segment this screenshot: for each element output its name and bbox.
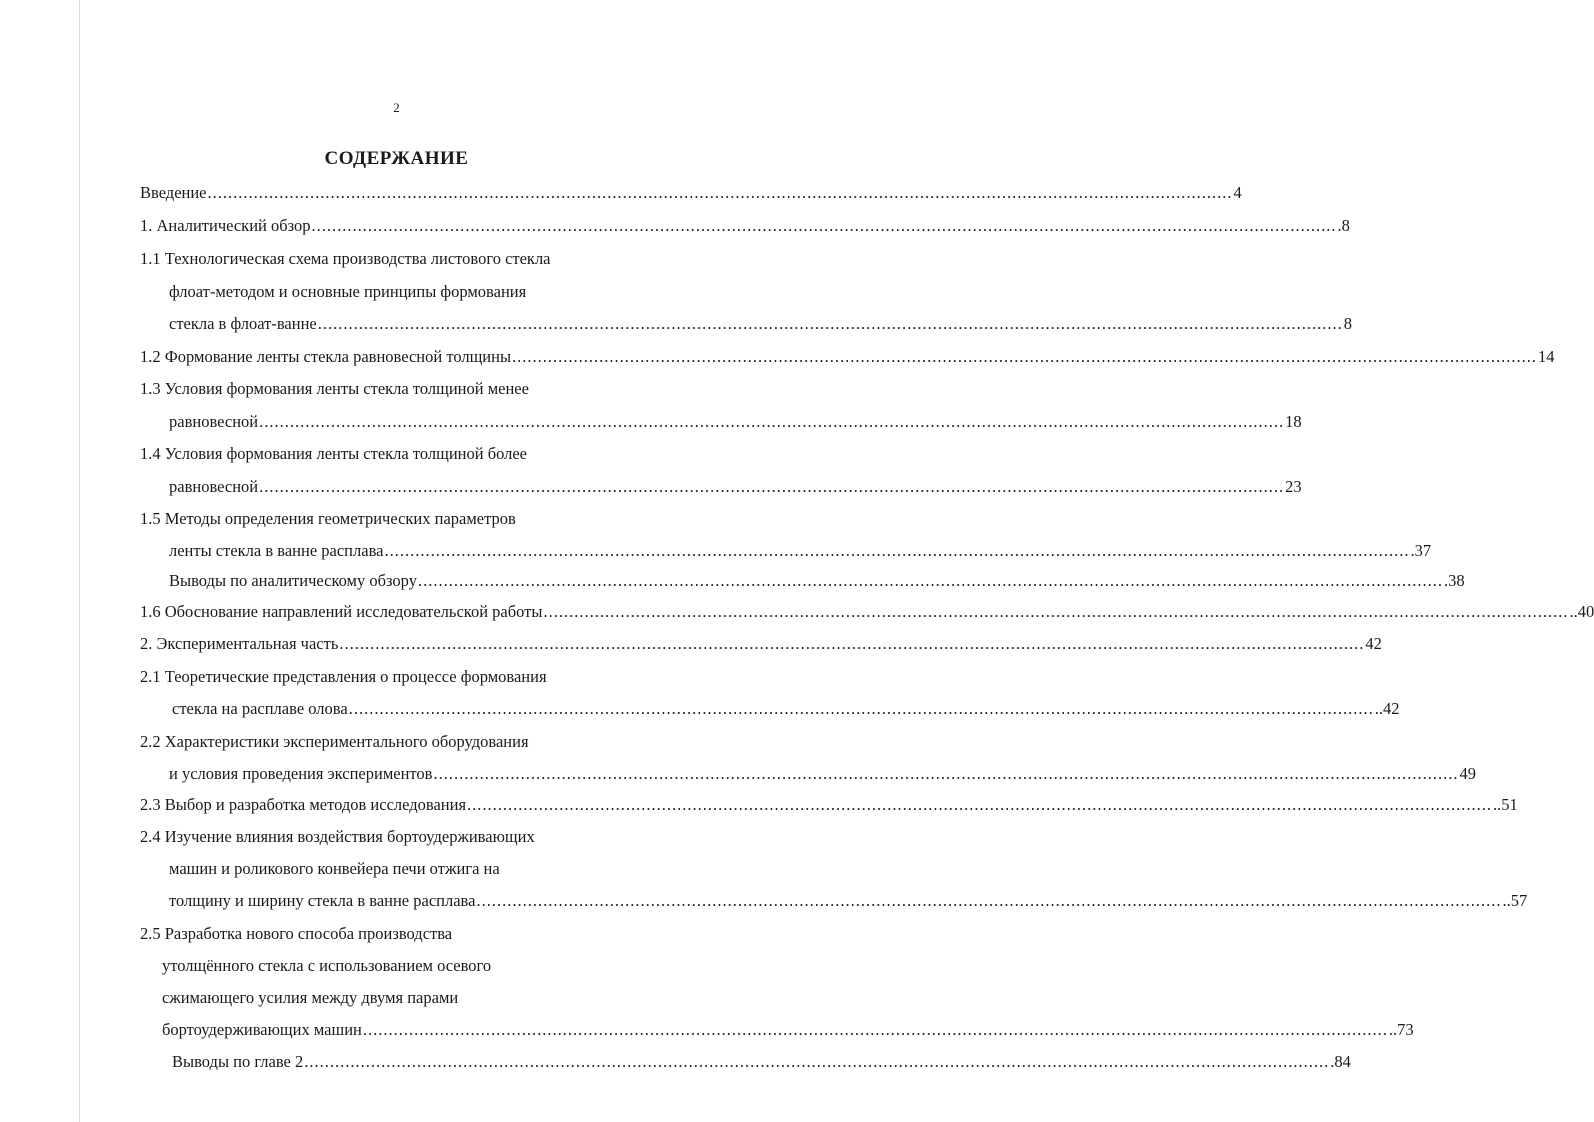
toc-entry-1-6[interactable] [140, 601, 1594, 623]
toc-entry-2[interactable] [140, 633, 1382, 655]
toc-entry-1-4-line-2[interactable] [169, 476, 1302, 498]
toc-entry-introduction[interactable] [140, 182, 1242, 204]
toc-entry-1-5-line-2[interactable] [169, 540, 1432, 562]
toc-entry-2-4-line-1[interactable]: 2.4 Изучение влияния воздействия бортоудерживающих [140, 827, 535, 846]
toc-entry-1[interactable] [140, 215, 1350, 237]
toc-entry-label: толщину и ширину стекла в ванне расплава [169, 891, 476, 910]
toc-entry-page: 8 [1343, 314, 1352, 333]
toc-dot-leader: ........................................................................................................................................................................................................ [207, 183, 1233, 202]
toc-entry-label: ленты стекла в ванне расплава [169, 541, 384, 560]
toc-dot-leader: ........................................................................................................................................................................................................ [304, 1052, 1330, 1071]
toc-entry-page: 49 [1459, 764, 1476, 783]
toc-dot-leader: ........................................................................................................................................................................................................ [476, 891, 1502, 910]
toc-dot-leader: ........................................................................................................................................................................................................ [512, 347, 1538, 366]
toc-entry-page: ..42 [1374, 699, 1400, 718]
toc-entry-2-5-line-1[interactable]: 2.5 Разработка нового способа производства [140, 924, 453, 943]
toc-entry-label: Введение [140, 183, 207, 202]
toc-dot-leader: ........................................................................................................................................................................................................ [362, 1020, 1388, 1039]
toc-entry-2-5-line-3[interactable]: сжимающего усилия между двумя парами [162, 988, 459, 1007]
toc-entry-2-1-line-1[interactable]: 2.1 Теоретические представления о процессе формования [140, 667, 547, 686]
page-title: СОДЕРЖАНИЕ [324, 148, 469, 169]
toc-dot-leader: ........................................................................................................................................................................................................ [339, 634, 1365, 653]
toc-entry-label: бортоудерживающих машин [162, 1020, 362, 1039]
toc-entry-page: ..73 [1388, 1020, 1414, 1039]
toc-entry-1-3-line-2[interactable] [169, 411, 1302, 433]
toc-entry-2-2-line-2[interactable] [169, 763, 1476, 785]
toc-entry-label: Выводы по аналитическому обзору [169, 571, 417, 590]
toc-entry-1-3-line-1[interactable]: 1.3 Условия формования ленты стекла толщиной менее [140, 379, 529, 398]
toc-entry-2-5-line-4[interactable] [162, 1019, 1414, 1041]
toc-entry-label: равновесной [169, 412, 259, 431]
toc-entry-2-3[interactable] [140, 794, 1518, 816]
toc-dot-leader: ........................................................................................................................................................................................................ [543, 602, 1569, 621]
toc-entry-2-5-line-2[interactable]: утолщённого стекла с использованием осевого [162, 956, 492, 975]
toc-entry-conclusions-2[interactable] [172, 1051, 1351, 1073]
toc-entry-page: .37 [1410, 541, 1432, 560]
toc-entry-1-1-line-2[interactable]: флоат-методом и основные принципы формования [169, 282, 527, 301]
toc-entry-label: стекла в флоат-ванне [169, 314, 317, 333]
toc-entry-1-4-line-1[interactable]: 1.4 Условия формования ленты стекла толщиной более [140, 444, 528, 463]
toc-entry-label: 1.2 Формование ленты стекла равновесной толщины [140, 347, 512, 366]
toc-entry-page: ..57 [1502, 891, 1528, 910]
toc-entry-label: равновесной [169, 477, 259, 496]
toc-entry-conclusions-1[interactable] [169, 570, 1465, 592]
toc-entry-label: Выводы по главе 2 [172, 1052, 304, 1071]
toc-entry-label: 1.6 Обоснование направлений исследовательской работы [140, 602, 543, 621]
toc-entry-2-1-line-2[interactable] [172, 698, 1400, 720]
toc-entry-page: 4 [1233, 183, 1242, 202]
toc-dot-leader: ........................................................................................................................................................................................................ [348, 699, 1374, 718]
toc-dot-leader: ........................................................................................................................................................................................................ [433, 764, 1459, 783]
toc-dot-leader: ........................................................................................................................................................................................................ [384, 541, 1410, 560]
toc-entry-1-1-line-1[interactable]: 1.1 Технологическая схема производства листового стекла [140, 249, 551, 268]
toc-entry-2-4-line-2[interactable]: машин и роликового конвейера печи отжига на [169, 859, 500, 878]
toc-entry-1-5-line-1[interactable]: 1.5 Методы определения геометрических параметров [140, 509, 516, 528]
page-number: 2 [393, 100, 400, 115]
toc-entry-1-2[interactable] [140, 346, 1555, 368]
toc-entry-page: ..51 [1493, 795, 1518, 814]
toc-entry-label: стекла на расплаве олова [172, 699, 348, 718]
toc-dot-leader: ........................................................................................................................................................................................................ [259, 412, 1285, 431]
toc-entry-page: 14 [1538, 347, 1555, 366]
toc-entry-page: 42 [1365, 634, 1382, 653]
toc-entry-page: .8 [1337, 216, 1350, 235]
toc-dot-leader: ........................................................................................................................................................................................................ [311, 216, 1337, 235]
toc-entry-label: и условия проведения экспериментов [169, 764, 433, 783]
toc-entry-label: 2. Экспериментальная часть [140, 634, 339, 653]
toc-entry-2-2-line-1[interactable]: 2.2 Характеристики экспериментального оборудования [140, 732, 529, 751]
toc-entry-label: 2.3 Выбор и разработка методов исследования [140, 795, 467, 814]
toc-entry-1-1-line-3[interactable] [169, 313, 1352, 335]
toc-dot-leader: ........................................................................................................................................................................................................ [259, 477, 1285, 496]
toc-entry-page: ..40 [1569, 602, 1594, 621]
toc-entry-2-4-line-3[interactable] [169, 890, 1528, 912]
toc-entry-page: 23 [1285, 477, 1302, 496]
toc-entry-page: 18 [1285, 412, 1302, 431]
toc-entry-label: 1. Аналитический обзор [140, 216, 311, 235]
toc-dot-leader: ........................................................................................................................................................................................................ [417, 571, 1443, 590]
toc-entry-page: .38 [1443, 571, 1465, 590]
toc-entry-page: .84 [1330, 1052, 1351, 1071]
toc-dot-leader: ........................................................................................................................................................................................................ [317, 314, 1343, 333]
toc-dot-leader: ........................................................................................................................................................................................................ [467, 795, 1493, 814]
